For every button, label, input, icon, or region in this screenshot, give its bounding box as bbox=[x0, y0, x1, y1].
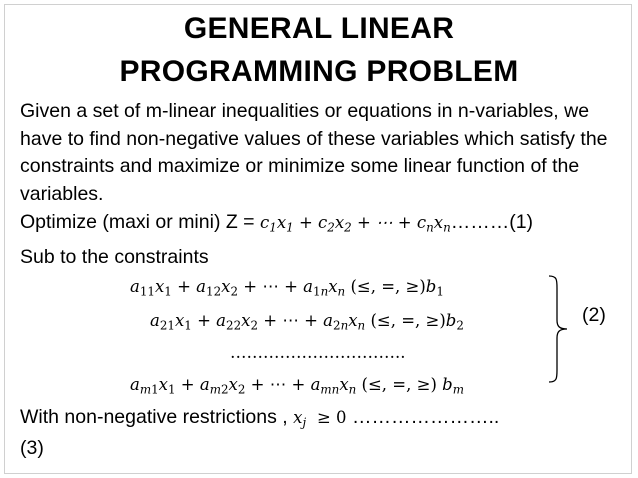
constraint-row-1: $a_{11}x_1 + a_{12}x_2$ + ⋯ + $a_{1n}x_n$ (≤, =, $\ge)b_1$ bbox=[130, 277, 444, 299]
constraints-heading: Sub to the constraints bbox=[20, 246, 209, 268]
relation-2: (≤, =, ≥) bbox=[370, 311, 446, 330]
objective-expression: $c_1x_1 + c_2x_2$ + ⋯ + $c_nx_n$ bbox=[260, 213, 451, 235]
objective-line bbox=[20, 211, 533, 234]
relation-1: (≤, =, ≥) bbox=[350, 277, 426, 296]
restriction-dots: ………………….. bbox=[351, 406, 500, 428]
restriction-variable: $x_j$ bbox=[293, 408, 307, 430]
relation-m: (≤, =, ≥) bbox=[361, 375, 437, 394]
restriction-geq: ≥ 0 bbox=[316, 408, 347, 427]
intro-paragraph: Given a set of m-linear inequalities or equations in n-variables, we have to find non-negative values of these variables which satisfy the constraints and maximize or minimize some linear function of the variables. bbox=[20, 100, 608, 205]
slide-title-line1: GENERAL LINEAR bbox=[183, 12, 455, 45]
slide-title-line2: PROGRAMMING PROBLEM bbox=[119, 55, 519, 88]
objective-dots: ………(1) bbox=[450, 211, 534, 233]
brace-label: (2) bbox=[582, 304, 606, 326]
constraints-brace bbox=[545, 274, 575, 384]
restriction-prefix: With non-negative restrictions , bbox=[20, 406, 294, 428]
restriction-label: (3) bbox=[20, 437, 44, 459]
constraint-row-m: $a_{m1}x_1 + a_{m2}x_2$ + ⋯ + $a_{mn}x_n$ (≤, =, ≥) $b_m$ bbox=[130, 375, 464, 397]
constraint-row-2: $a_{21}x_1 + a_{22}x_2$ + ⋯ + $a_{2n}x_n$ (≤, =, $\ge)b_2$ bbox=[150, 311, 464, 333]
restriction-line bbox=[20, 406, 499, 429]
constraint-dots: ………………………….. bbox=[230, 343, 406, 362]
optimize-prefix: Optimize (maxi or mini) Z = bbox=[20, 211, 260, 233]
